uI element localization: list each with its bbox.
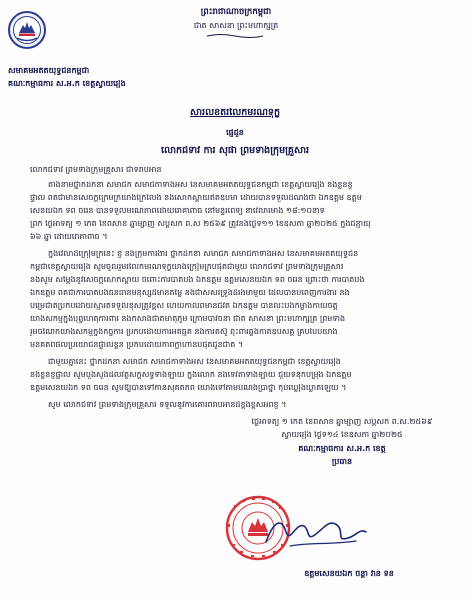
salutation: លោកជំទាវ ព្រមទាំងក្រុមគ្រួសារ ជាទីរាប់អាន xyxy=(30,166,162,174)
signer-org: គណៈកម្មាធិការ ស.អ.ក ខេត្ត xyxy=(298,445,386,453)
paragraph-line: បម្រើជាតិប្រកបដោយស្មារតីទទួលខុសត្រូវខ្ពស់ ហើយកាលពីមានជីវិត ឯកឧត្តម បានលះបង់កម្លាំងកាយចិត្ត xyxy=(30,302,338,310)
paragraph-line: យ៉ាងសកម្មក្នុងបុព្វហេតុការពារ និងកសាងជាតិមាតុភូមិ ក្រោមបាវចនា ជាតិ សាសនា ព្រះមហាក្សត្រ ព្រមទាំង xyxy=(30,315,346,323)
paragraph-line: សូម លោកជំទាវ ព្រមទាំងក្រុមគ្រួសារ ទទួលនូវការគោរពរាប់អានដ៏ខ្ពង់ខ្ពស់អំពីខ្ញុំ ។ xyxy=(48,401,287,409)
kingdom-title: ព្រះរាជាណាចក្រកម្ពុជា xyxy=(200,8,272,17)
paragraph-line: ក្នុងវេលាដ៏ក្រៀមក្រំនេះ ខ្ញុំ និងក្រុមការងារ ថ្នាក់ដឹកនាំ សមាជិក សមាជិកាទាំងអស់ នៃសមាគមអតីតយុទ្ធជន xyxy=(48,250,359,258)
signer-name: ឧត្តមសេនីយ៍ឯក ចិន្តា វ៉ាន់ ទីន xyxy=(304,570,394,578)
addressed-to: ផ្ញើជូន xyxy=(226,129,244,137)
recipient: លោកជំទាវ ការ ស៊ីផា ព្រមទាំងក្រុមគ្រួសារ xyxy=(160,146,310,156)
signer-role: ប្រធាន xyxy=(331,458,353,466)
paragraph-line: សេនីយ៍ឯក ទ័ព ចំរើន បានទទួលមរណភាពដោយរោគាពាធ នៅមន្ទីរពេទ្យ នាវេលាម៉ោង ១៨:១០នាទី xyxy=(30,207,325,215)
paragraph-line: តាងនាមថ្នាក់ដឹកនាំ សមាជិក សមាជិកាទាំងអស់ នៃសមាគមអតីតយុទ្ធជនកម្ពុជា ខេត្តស្វាយរៀង និងខ្លួនខ្ញុំ xyxy=(48,181,353,189)
paragraph-line: ជាមួយគ្នានេះ ថ្នាក់ដឹកនាំ សមាជិក សមាជិកាទាំងអស់ នៃសមាគមអតីតយុទ្ធជនកម្ពុជា ខេត្តស្វាយរៀង xyxy=(48,358,341,366)
paragraph-line: ឯកឧត្តម ពិតជាការបាត់បង់ធនធានមនុស្សដ៏មានតម្លៃ និងជាសសរទ្រូងដ៏រឹងមាំមួយ ដែលបានបំពេញការងារ និង xyxy=(30,289,350,297)
place-date: ស្វាយរៀង ថ្ងៃទី១៤ ខែឧសភា ឆ្នាំ២០២៥ xyxy=(281,431,403,439)
paragraph-line: ផ្ទាល់ ពិតជាមានសេចក្តីក្រេមក្រំយ៉ាងក្រៃលែង និងសោកស្តាយឥតឧបមា ដោយបានទទួលដំណឹងថា ឯកឧត្តម ឧត្តម xyxy=(30,194,362,202)
association-logo xyxy=(7,10,47,50)
signature xyxy=(260,512,370,552)
lunar-date: ថ្ងៃអាទិត្យ ១ កើត ខែពិសាខ ឆ្នាំម្សាញ់ សប្តស័ក ព.ស.២៥៦៩ xyxy=(251,418,433,426)
paragraph-line: និងសូម សម្តែងនូវសេចក្តីសោកស្តាយ ចំពោះការបាត់បង់ ឯកឧត្តម ឧត្តមសេនីយ៍ឯក ទ័ព ចំរើន ព្រោះថា ការបាត់បង់ xyxy=(30,276,365,284)
org-committee: គណៈកម្មាធិការ ស.អ.ក ខេត្តស្វាយរៀង xyxy=(8,80,126,88)
letter-title: សារលិខិតរំលែកមរណទុក្ខ xyxy=(190,108,280,118)
paragraph-line: ឧត្តមសេនីយ៍ឯក ទ័ព ចំរើន សូមឱ្យបានទៅកាន់សុគតិភព យោងទៅតាមបំណងប្រាថ្នា កុំបីឃ្លៀងឃ្លាតឡើយ ។ xyxy=(30,384,347,392)
org-name: សមាគមអតីតយុទ្ធជនកម្ពុជា xyxy=(8,67,90,75)
paragraph-line: ៦៦ ឆ្នាំ ដោយរោគាពាធ ។ xyxy=(30,233,108,241)
paragraph-line: កម្ពុជាខេត្តស្វាយរៀង សូមចូលរួមរំលែកមរណទុក្ខយ៉ាងក្រៀមក្រំបំផុតជាមួយ លោកជំទាវ ព្រមទាំងក្រុមគ្រួសារ xyxy=(30,263,344,271)
paragraph-line: រួមចំណែកយ៉ាងសកម្មក្នុងកិច្ចការ ប្រកបដោយការអត់ធ្មត់ និងការតស៊ូ ពុះពារឆ្លងកាត់ឧបសគ្គ គ្រប់បែបយ៉ាង xyxy=(30,328,338,336)
motto-ornament xyxy=(205,33,265,39)
paragraph-line: ព្រឹក ថ្ងៃអាទិត្យ ១ កើត ខែពិសាខ ឆ្នាំម្សាញ់ សប្តស័ក ព.ស ២៥៦៩ ត្រូវនឹងថ្ងៃទី១១ ខែឧសភា ឆ្នាំ២០២៥ ក្នុងជន្មាយុ xyxy=(30,220,371,228)
paragraph-line: មិនគិតពីផលប្រយោជន៍ផ្ទាល់ខ្លួន ប្រកបដោយភាពក្លាហានបំផុតជូនជាតិ ។ xyxy=(30,341,244,349)
national-motto: ជាតិ សាសនា ព្រះមហាក្សត្រ xyxy=(193,22,279,30)
paragraph-line: និងខ្លួនខ្ញុំផ្ទាល់ សូមបួងសួងដល់វត្ថុស័ក្តិសិទ្ធិទាំងឡាយ ក្នុងលោក និងទេវតាទាំងឡាយ ជួយទំនុកបម្រុង ឯកឧត្តម xyxy=(30,371,352,379)
